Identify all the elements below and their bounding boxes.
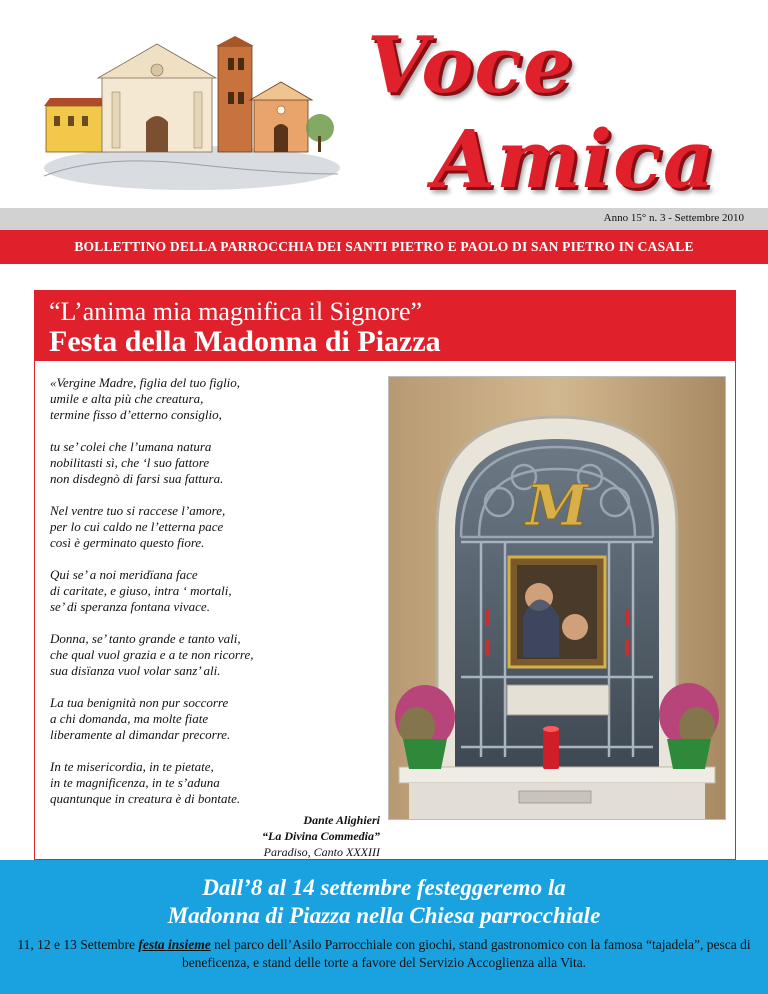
event-title-line2: Madonna di Piazza nella Chiesa parrocchiale <box>167 903 601 928</box>
subtitle-bar <box>0 230 768 264</box>
article-title: Festa della Madonna di Piazza <box>49 325 441 358</box>
poem-line: a chi domanda, ma molte fiate <box>50 711 209 726</box>
poem-line: per lo cui caldo ne l’etterna pace <box>50 519 224 534</box>
poem-line: che qual vuol grazia e a te non ricorre, <box>50 647 254 662</box>
article-header <box>35 291 735 361</box>
poem-line: nobilitasti sì, che ‘l suo fattore <box>50 455 210 470</box>
svg-text:M: M <box>526 473 588 539</box>
event-title-line1: Dall’8 al 14 settembre festeggeremo la <box>202 875 566 900</box>
poem-stanza <box>50 631 370 679</box>
event-text-highlight: festa insieme <box>138 937 211 952</box>
article-quote-title: “L’anima mia magnifica il Signore” <box>49 297 423 326</box>
poem-attribution <box>200 812 380 860</box>
poem-line: umile e alta più che creatura, <box>50 391 204 406</box>
poem-line: La tua benignità non pur soccorre <box>50 695 229 710</box>
poem-line: in te magnificenza, in te s’aduna <box>50 775 220 790</box>
masthead-title-line1: Voce <box>367 20 574 111</box>
event-text-after: nel parco dell’Asilo Parrocchiale con giochi, stand gastronomico con la famosa “tajadela”, pesca di beneficenza, e stand delle torte a favore del Servizio Accoglienza alla Vita. <box>181 937 751 970</box>
poem-line: Qui se’ a noi meridïana face <box>50 567 198 582</box>
poem-author: Dante Alighieri <box>303 813 380 827</box>
bulletin-subtitle: BOLLETTINO DELLA PARROCCHIA DEI SANTI PIETRO E PAOLO DI SAN PIETRO IN CASALE <box>74 239 694 254</box>
poem-line: non disdegnò di farsi sua fattura. <box>50 471 224 486</box>
poem-line: così è germinato questo fiore. <box>50 535 205 550</box>
poem-stanza <box>50 375 370 423</box>
event-title <box>0 874 768 930</box>
poem-stanza <box>50 759 370 807</box>
event-text-before: 11, 12 e 13 Settembre <box>17 937 139 952</box>
poem-line: In te misericordia, in te pietate, <box>50 759 214 774</box>
poem-line: tu se’ colei che l’umana natura <box>50 439 212 454</box>
poem-stanza <box>50 503 370 551</box>
masthead <box>345 20 745 210</box>
church-illustration <box>42 36 340 196</box>
poem-stanza <box>50 695 370 743</box>
poem-stanza <box>50 567 370 615</box>
event-description <box>10 936 758 972</box>
issue-bar <box>0 208 768 230</box>
poem-line: liberamente al dimandar precorre. <box>50 727 231 742</box>
event-banner <box>0 860 768 994</box>
poem-line: «Vergine Madre, figlia del tuo figlio, <box>50 375 241 390</box>
poem-line: Donna, se’ tanto grande e tanto vali, <box>50 631 241 646</box>
poem <box>50 375 370 823</box>
issue-info: Anno 15° n. 3 - Settembre 2010 <box>603 212 744 224</box>
poem-work: “La Divina Commedia” <box>262 829 380 843</box>
poem-canto: Paradiso, Canto XXXIII <box>263 845 380 859</box>
poem-stanza <box>50 439 370 487</box>
poem-line: Nel ventre tuo si raccese l’amore, <box>50 503 226 518</box>
poem-line: termine fisso d’etterno consiglio, <box>50 407 222 422</box>
poem-line: quantunque in creatura è di bontate. <box>50 791 241 806</box>
poem-line: sua disïanza vuol volar sanz’ ali. <box>50 663 221 678</box>
poem-line: se’ di speranza fontana vivace. <box>50 599 210 614</box>
masthead-title-line2: Amica <box>433 112 716 206</box>
madonna-shrine-photo <box>388 376 726 820</box>
poem-line: di caritate, e giuso, intra ‘ mortali, <box>50 583 232 598</box>
